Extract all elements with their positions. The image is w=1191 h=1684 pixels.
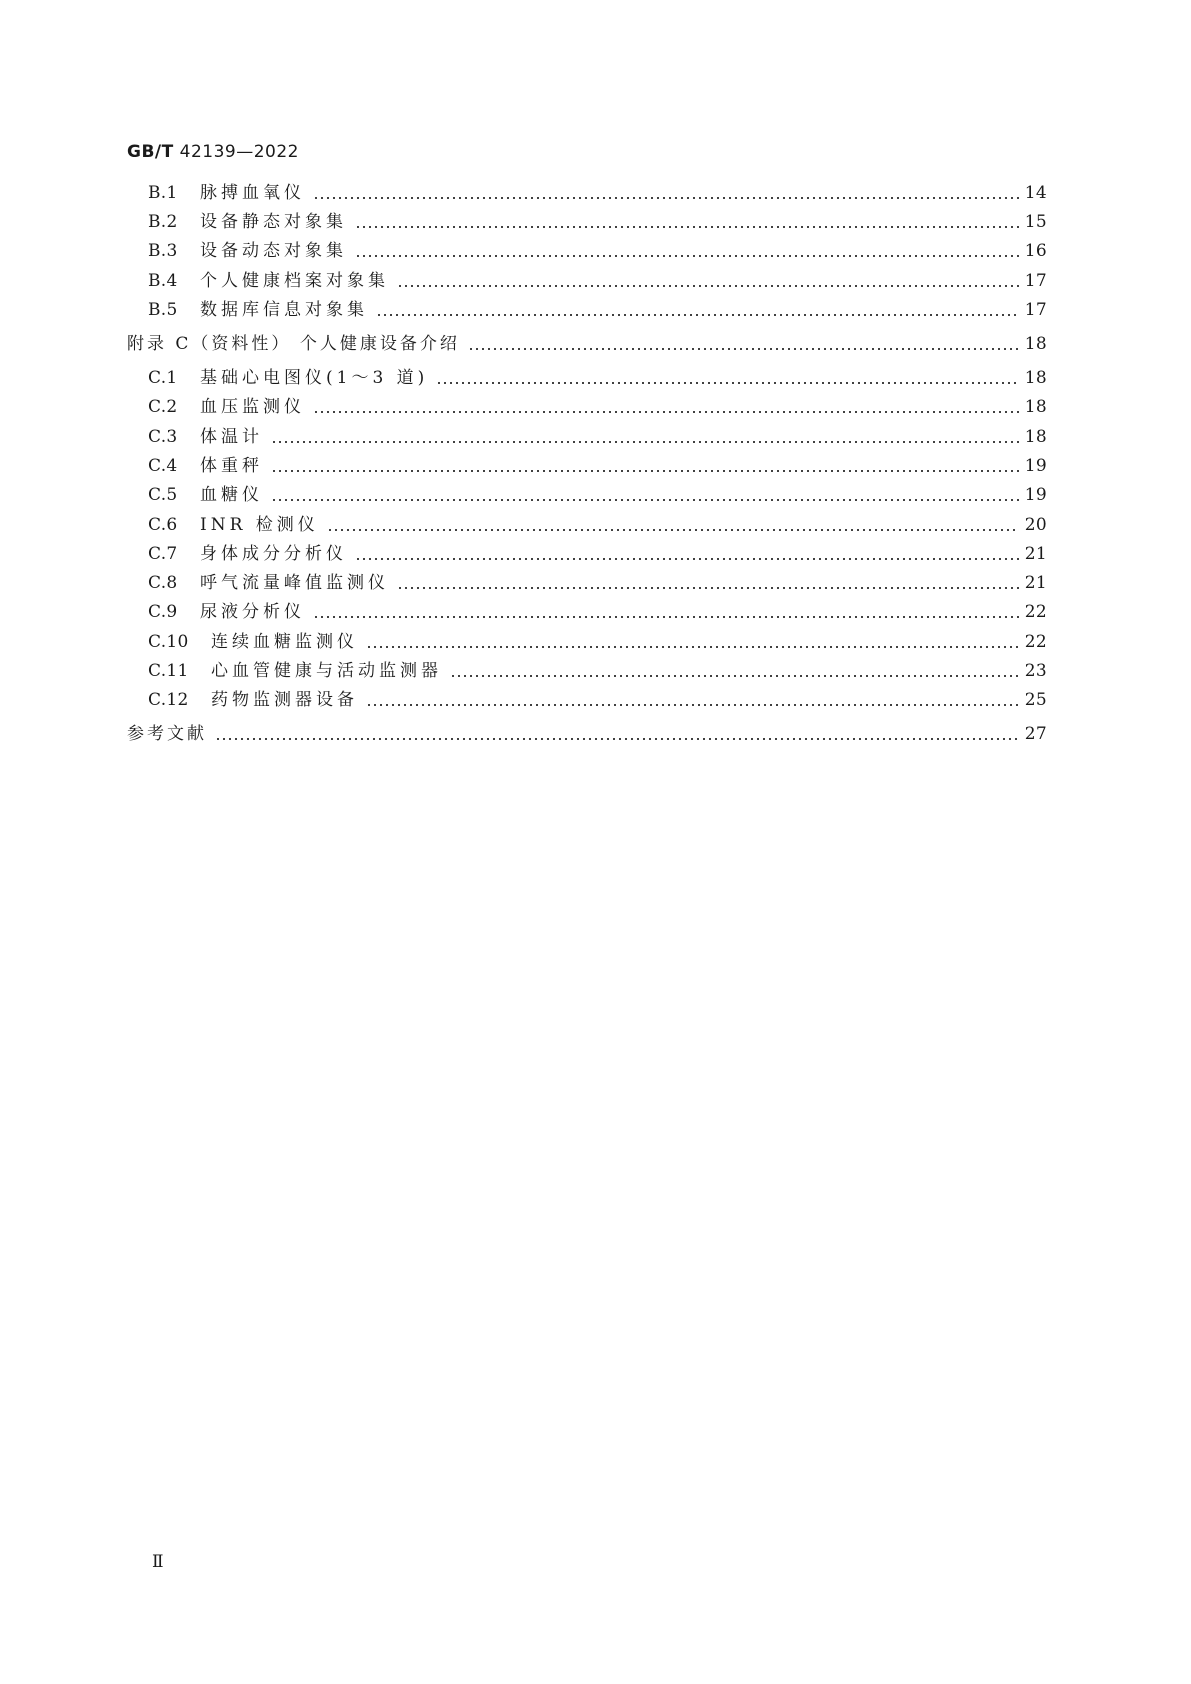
toc-entry[interactable] [148, 629, 1047, 655]
toc-dot-leader [393, 268, 1025, 294]
toc-entry-page: 20 [1024, 515, 1047, 535]
toc-dot-leader [309, 180, 1025, 206]
toc-entry-title: 参考文献 [127, 724, 207, 744]
toc-entry-number: C.8 [148, 573, 178, 593]
standard-prefix: GB/T [127, 142, 174, 162]
toc-dot-leader [267, 424, 1025, 450]
toc-entry-title: 设备动态对象集 [200, 241, 347, 261]
toc-entry-title: 连续血糖监测仪 [211, 632, 358, 652]
toc-entry-title: 附录 C（资料性） 个人健康设备介绍 [127, 334, 460, 354]
toc-entry[interactable] [127, 721, 1047, 747]
toc-entry[interactable] [148, 512, 1047, 538]
toc-dot-leader [323, 512, 1025, 538]
toc-entry[interactable] [148, 453, 1047, 479]
toc-entry-number: B.5 [148, 300, 178, 320]
toc-dot-leader [267, 453, 1025, 479]
toc-entry-number: C.9 [148, 602, 178, 622]
toc-entry-page: 14 [1024, 183, 1047, 203]
toc-dot-leader [464, 331, 1025, 357]
toc-entry-page: 22 [1024, 632, 1047, 652]
toc-entry[interactable] [148, 424, 1047, 450]
toc-entry-page: 25 [1024, 690, 1047, 710]
toc-dot-leader [446, 658, 1025, 684]
toc-entry-number: C.6 [148, 515, 178, 535]
toc-entry-number: C.10 [148, 632, 189, 652]
toc-entry[interactable] [127, 331, 1047, 357]
toc-entry-page: 19 [1024, 485, 1047, 505]
page-number: Ⅱ [152, 1552, 164, 1572]
toc-entry[interactable] [148, 238, 1047, 264]
toc-entry-title: 基础心电图仪(1～3 道) [200, 368, 429, 388]
toc-dot-leader [351, 541, 1025, 567]
toc-entry-title: 血压监测仪 [200, 397, 305, 417]
toc-entry[interactable] [148, 394, 1047, 420]
toc-entry-title: 设备静态对象集 [200, 212, 347, 232]
toc-entry-number: B.1 [148, 183, 178, 203]
toc-entry-page: 18 [1024, 427, 1047, 447]
toc-entry-title: 呼气流量峰值监测仪 [200, 573, 389, 593]
toc-dot-leader [351, 238, 1025, 264]
toc-entry[interactable] [148, 687, 1047, 713]
toc-entry-page: 17 [1024, 271, 1047, 291]
toc-entry[interactable] [148, 209, 1047, 235]
toc-entry[interactable] [148, 365, 1047, 391]
toc-entry-number: B.4 [148, 271, 178, 291]
toc-dot-leader [309, 394, 1025, 420]
toc-entry-page: 22 [1024, 602, 1047, 622]
toc-entry-title: 数据库信息对象集 [200, 300, 368, 320]
toc-entry-page: 23 [1024, 661, 1047, 681]
toc-entry-number: B.3 [148, 241, 178, 261]
toc-entry-number: C.11 [148, 661, 189, 681]
toc-entry-number: B.2 [148, 212, 178, 232]
toc-entry-page: 18 [1024, 397, 1047, 417]
toc-entry-page: 18 [1024, 334, 1047, 354]
toc-entry-page: 15 [1024, 212, 1047, 232]
toc-entry-number: C.1 [148, 368, 178, 388]
toc-entry-page: 21 [1024, 544, 1047, 564]
toc-entry-page: 17 [1024, 300, 1047, 320]
toc-entry-title: 身体成分分析仪 [200, 544, 347, 564]
toc-dot-leader [309, 599, 1025, 625]
toc-entry-number: C.2 [148, 397, 178, 417]
toc-entry-page: 27 [1024, 724, 1047, 744]
toc-entry-title: 脉搏血氧仪 [200, 183, 305, 203]
standard-code [127, 142, 299, 162]
toc-entry[interactable] [148, 482, 1047, 508]
toc-entry-title: 体温计 [200, 427, 263, 447]
toc-entry-page: 21 [1024, 573, 1047, 593]
toc-entry-title: 血糖仪 [200, 485, 263, 505]
toc-dot-leader [267, 482, 1025, 508]
toc-entry-number: C.4 [148, 456, 178, 476]
toc-dot-leader [351, 209, 1025, 235]
toc-entry-title: 体重秤 [200, 456, 263, 476]
toc-entry-title: 心血管健康与活动监测器 [211, 661, 442, 681]
toc-dot-leader [211, 721, 1025, 747]
toc-entry-title: 尿液分析仪 [200, 602, 305, 622]
toc-dot-leader [432, 365, 1024, 391]
toc-entry-number: C.7 [148, 544, 178, 564]
toc-entry[interactable] [148, 541, 1047, 567]
toc-entry-number: C.12 [148, 690, 189, 710]
toc-entry[interactable] [148, 570, 1047, 596]
toc-entry[interactable] [148, 658, 1047, 684]
toc-entry-page: 19 [1024, 456, 1047, 476]
toc-dot-leader [362, 687, 1025, 713]
toc-dot-leader [372, 297, 1025, 323]
toc-entry-title: 个人健康档案对象集 [200, 271, 389, 291]
toc-entry[interactable] [148, 180, 1047, 206]
standard-number: 42139—2022 [179, 142, 299, 162]
toc-entry[interactable] [148, 268, 1047, 294]
toc-entry-number: C.5 [148, 485, 178, 505]
toc-entry-title: INR 检测仪 [200, 515, 319, 535]
toc-dot-leader [362, 629, 1025, 655]
toc-entry-title: 药物监测器设备 [211, 690, 358, 710]
toc-dot-leader [393, 570, 1025, 596]
toc-entry[interactable] [148, 297, 1047, 323]
toc-entry-number: C.3 [148, 427, 178, 447]
toc-entry[interactable] [148, 599, 1047, 625]
toc-entry-page: 18 [1024, 368, 1047, 388]
toc-entry-page: 16 [1024, 241, 1047, 261]
